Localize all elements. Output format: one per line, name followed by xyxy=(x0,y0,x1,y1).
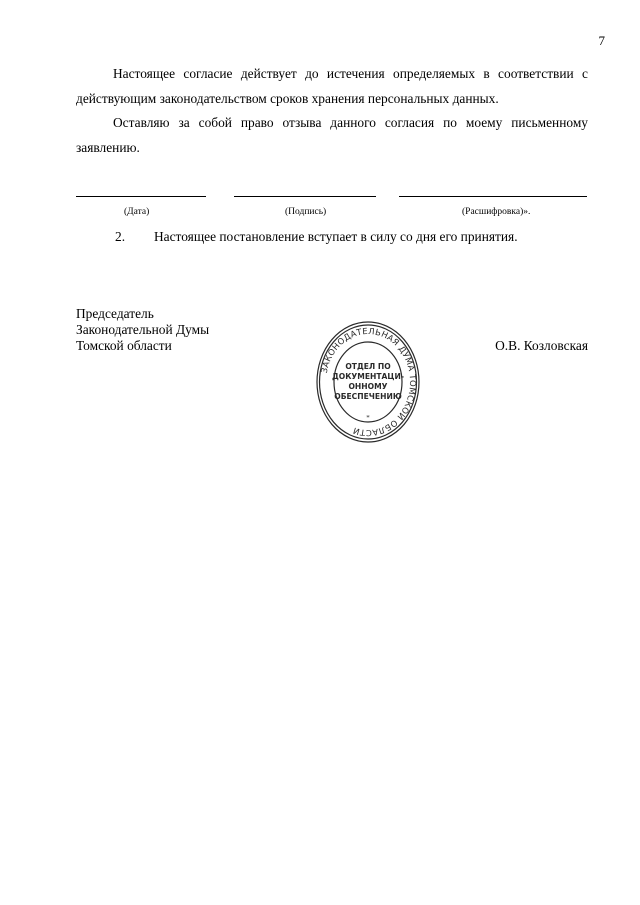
chairman-title xyxy=(76,306,209,354)
item-number: 2. xyxy=(115,229,126,244)
date-caption: (Дата) xyxy=(124,207,150,217)
decoding-caption: (Расшифровка)». xyxy=(462,207,531,217)
official-stamp-icon xyxy=(315,319,421,445)
stamp-center-line: ДОКУМЕНТАЦИ- xyxy=(332,372,404,381)
signature-caption: (Подпись) xyxy=(285,207,327,217)
stamp-center-line: ОННОМУ xyxy=(348,382,388,391)
stamp-center-line: ОБЕСПЕЧЕНИЮ xyxy=(334,392,402,401)
chairman-name: О.В. Козловская xyxy=(495,338,588,353)
date-line xyxy=(76,196,206,197)
item-text: Настоящее постановление вступает в силу со дня его принятия. xyxy=(154,229,518,244)
signature-line xyxy=(234,196,376,197)
page-number: 7 xyxy=(598,33,605,48)
consent-revocation-paragraph: Оставляю за собой право отзыва данного согласия по моему письменному заявлению. xyxy=(76,115,588,155)
chairman-title-line: Председатель xyxy=(76,306,154,321)
stamp-ring-textpath: ЗАКОНОДАТЕЛЬНАЯ ДУМА ТОМСКОЙ ОБЛАСТИ xyxy=(318,325,419,439)
stamp-center-line: ОТДЕЛ ПО xyxy=(345,362,391,371)
chairman-title-line: Законодательной Думы xyxy=(76,322,210,337)
decoding-line xyxy=(399,196,587,197)
consent-validity-paragraph: Настоящее согласие действует до истечения определяемых в соответствии с действующим законодательством сроков хранения персональных данных. xyxy=(76,66,588,106)
chairman-title-line: Томской области xyxy=(76,338,172,353)
stamp-star: * xyxy=(366,414,370,422)
